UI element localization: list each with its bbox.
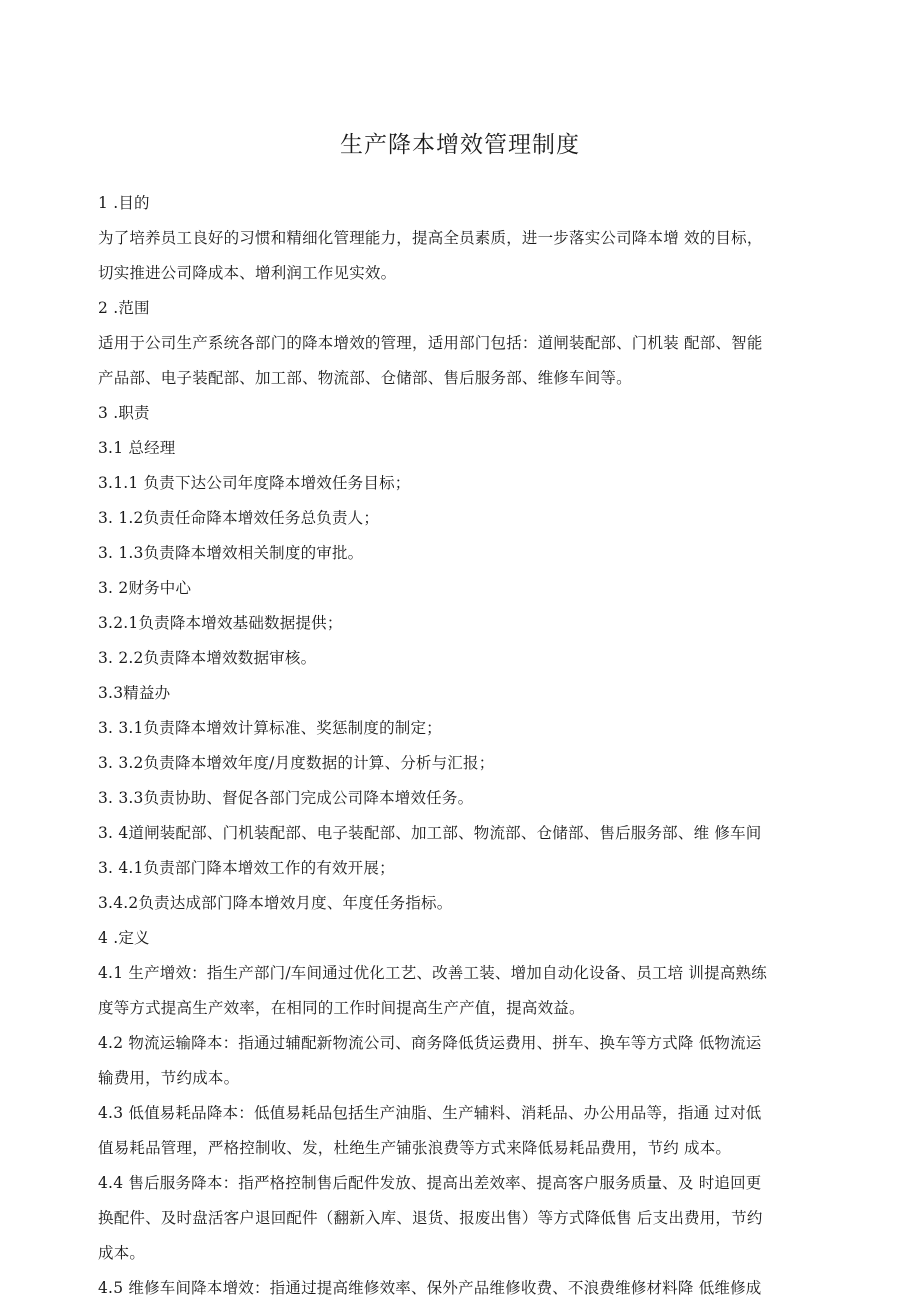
list-item: 3. 3.3负责协助、督促各部门完成公司降本增效任务。 [98, 789, 474, 807]
list-item: 3. 2.2负责降本增效数据审核。 [98, 649, 317, 667]
paragraph-line: 4.2 物流运输降本：指通过辅配新物流公司、商务降低货运费用、拼车、换车等方式降 低物流运 [98, 1034, 762, 1052]
subsection-heading: 3.1 总经理 [98, 439, 176, 457]
list-item: 3. 4.1负责部门降本增效工作的有效开展； [98, 859, 395, 877]
paragraph-line: 4.4 售后服务降本：指严格控制售后配件发放、提高出差效率、提高客户服务质量、及 时追回更 [98, 1174, 762, 1192]
list-item: 3. 1.3负责降本增效相关制度的审批。 [98, 544, 364, 562]
paragraph-line: 换配件、及时盘活客户退回配件（翻新入库、退货、报废出售）等方式降低售 后支出费用，节约 [98, 1209, 763, 1227]
paragraph-line: 4.5 维修车间降本增效：指通过提高维修效率、保外产品维修收费、不浪费维修材料降 低维修成 [98, 1279, 762, 1297]
list-item: 3.2.1负责降本增效基础数据提供； [98, 614, 343, 632]
paragraph-line: 适用于公司生产系统各部门的降本增效的管理，适用部门包括：道闸装配部、门机装 配部、智能 [98, 334, 763, 352]
paragraph-line: 4.3 低值易耗品降本：低值易耗品包括生产油脂、生产辅料、消耗品、办公用品等，指通 过对低 [98, 1104, 762, 1122]
paragraph-line: 值易耗品管理，严格控制收、发，杜绝生产铺张浪费等方式来降低易耗品费用，节约 成本。 [98, 1139, 732, 1157]
subsection-heading: 3.3精益办 [98, 684, 171, 702]
list-item: 3. 1.2负责任命降本增效任务总负责人； [98, 509, 380, 527]
subsection-heading: 3. 4道闸装配部、门机装配部、电子装配部、加工部、物流部、仓储部、售后服务部、维 修车间 [98, 824, 762, 842]
section-heading-purpose: 1 .目的 [98, 194, 150, 212]
list-item: 3.4.2负责达成部门降本增效月度、年度任务指标。 [98, 894, 453, 912]
paragraph-line: 切实推进公司降成本、增利润工作见实效。 [98, 264, 397, 282]
section-heading-definitions: 4 .定义 [98, 929, 150, 947]
section-heading-scope: 2 .范围 [98, 299, 150, 317]
subsection-heading: 3. 2财务中心 [98, 579, 192, 597]
paragraph-line: 成本。 [98, 1244, 146, 1262]
list-item: 3. 3.1负责降本增效计算标准、奖惩制度的制定； [98, 719, 442, 737]
document-title: 生产降本增效管理制度 [340, 132, 580, 158]
paragraph-line: 产品部、电子装配部、加工部、物流部、仓储部、售后服务部、维修车间等。 [98, 369, 632, 387]
list-item: 3. 3.2负责降本增效年度/月度数据的计算、分析与汇报； [98, 754, 495, 772]
paragraph-line: 输费用，节约成本。 [98, 1069, 240, 1087]
document-body [98, 186, 838, 1306]
paragraph-line: 度等方式提高生产效率，在相同的工作时间提高生产产值，提高效益。 [98, 999, 585, 1017]
section-heading-responsibilities: 3 .职责 [98, 404, 150, 422]
list-item: 3.1.1 负责下达公司年度降本增效任务目标； [98, 474, 411, 492]
paragraph-line: 为了培养员工良好的习惯和精细化管理能力，提高全员素质，进一步落实公司降本增 效的目标， [98, 229, 763, 247]
paragraph-line: 4.1 生产增效：指生产部门/车间通过优化工艺、改善工装、增加自动化设备、员工培 训提高熟练 [98, 964, 767, 982]
